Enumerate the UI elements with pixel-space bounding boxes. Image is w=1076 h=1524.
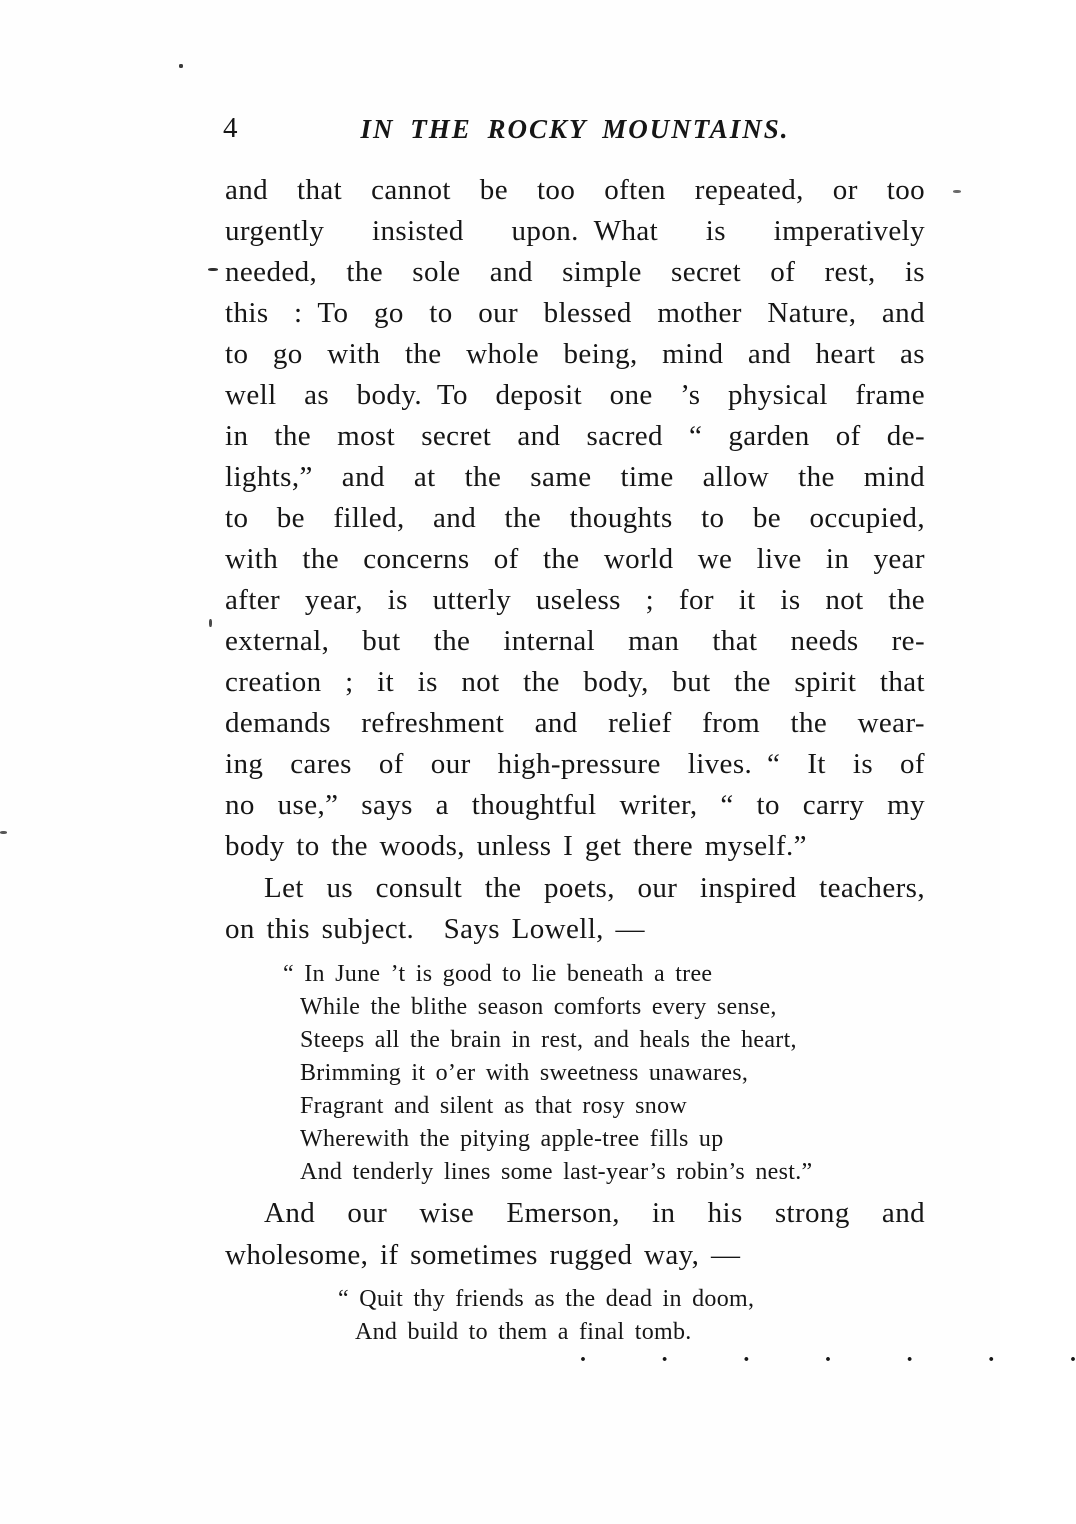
scan-speck (179, 64, 183, 68)
body-paragraph-1 (225, 170, 925, 867)
text-line: this : To go to our blessed mother Nature, and (225, 297, 925, 329)
text-line: . (824, 1341, 831, 1367)
text-line: urgently insisted upon. What is imperatively (225, 215, 925, 247)
text-line: external, but the internal man that needs re- (225, 625, 925, 657)
text-line: While the blithe season comforts every sense, (300, 994, 777, 1020)
scan-speck (209, 619, 212, 627)
text-line: no use,” says a thoughtful writer, “ to carry my (225, 789, 925, 821)
body-paragraph-3 (225, 1192, 925, 1276)
text-line: wholesome, if sometimes rugged way, — (225, 1239, 741, 1271)
text-line: . (1069, 1341, 1076, 1367)
text-line: Wherewith the pitying apple-tree fills up (300, 1126, 724, 1152)
ellipsis-row (580, 1342, 1076, 1366)
text-line: to go with the whole being, mind and heart as (225, 338, 925, 370)
text-line: . (906, 1341, 913, 1367)
text-line: And build to them a final tomb. (355, 1319, 692, 1345)
text-line: ing cares of our high-pressure lives. “ It is of (225, 748, 925, 780)
text-line: “ Quit thy friends as the dead in doom, (338, 1286, 755, 1312)
text-line: Fragrant and silent as that rosy snow (300, 1093, 688, 1119)
text-line: on this subject. Says Lowell, — (225, 913, 645, 945)
running-header (225, 112, 925, 146)
text-line: . (988, 1341, 995, 1367)
body-paragraph-2 (225, 868, 925, 950)
text-line: And our wise Emerson, in his strong and (264, 1197, 925, 1229)
text-line: “ In June ’t is good to lie beneath a tree (283, 961, 713, 987)
page-number: 4 (223, 112, 238, 144)
text-line: Steeps all the brain in rest, and heals the heart, (300, 1027, 797, 1053)
poem-quote-lowell (225, 958, 1000, 1189)
running-header-title: IN THE ROCKY MOUNTAINS. (360, 114, 790, 144)
text-line: with the concerns of the world we live in year (225, 543, 925, 575)
text-line: in the most secret and sacred “ garden of de- (225, 420, 925, 452)
text-line: Let us consult the poets, our inspired teachers, (264, 872, 925, 904)
text-line: . (743, 1341, 750, 1367)
scan-speck (208, 268, 218, 271)
text-line: to be filled, and the thoughts to be occupied, (225, 502, 925, 534)
text-line: . (661, 1341, 668, 1367)
text-line: well as body. To deposit one ’s physical frame (225, 379, 925, 411)
text-line: . (580, 1341, 586, 1367)
scan-speck (953, 190, 961, 193)
text-line: And tenderly lines some last-year’s robin’s nest.” (300, 1159, 813, 1185)
text-line: Brimming it o’er with sweetness unawares, (300, 1060, 749, 1086)
text-line: demands refreshment and relief from the wear- (225, 707, 925, 739)
text-line: creation ; it is not the body, but the spirit that (225, 666, 925, 698)
text-line: lights,” and at the same time allow the mind (225, 461, 925, 493)
text-line: needed, the sole and simple secret of rest, is (225, 256, 925, 288)
text-line: body to the woods, unless I get there myself.” (225, 830, 807, 862)
text-line: after year, is utterly useless ; for it is not the (225, 584, 925, 616)
scan-speck (0, 831, 7, 834)
text-line: and that cannot be too often repeated, or too (225, 174, 925, 206)
poem-quote-emerson (225, 1283, 1055, 1349)
